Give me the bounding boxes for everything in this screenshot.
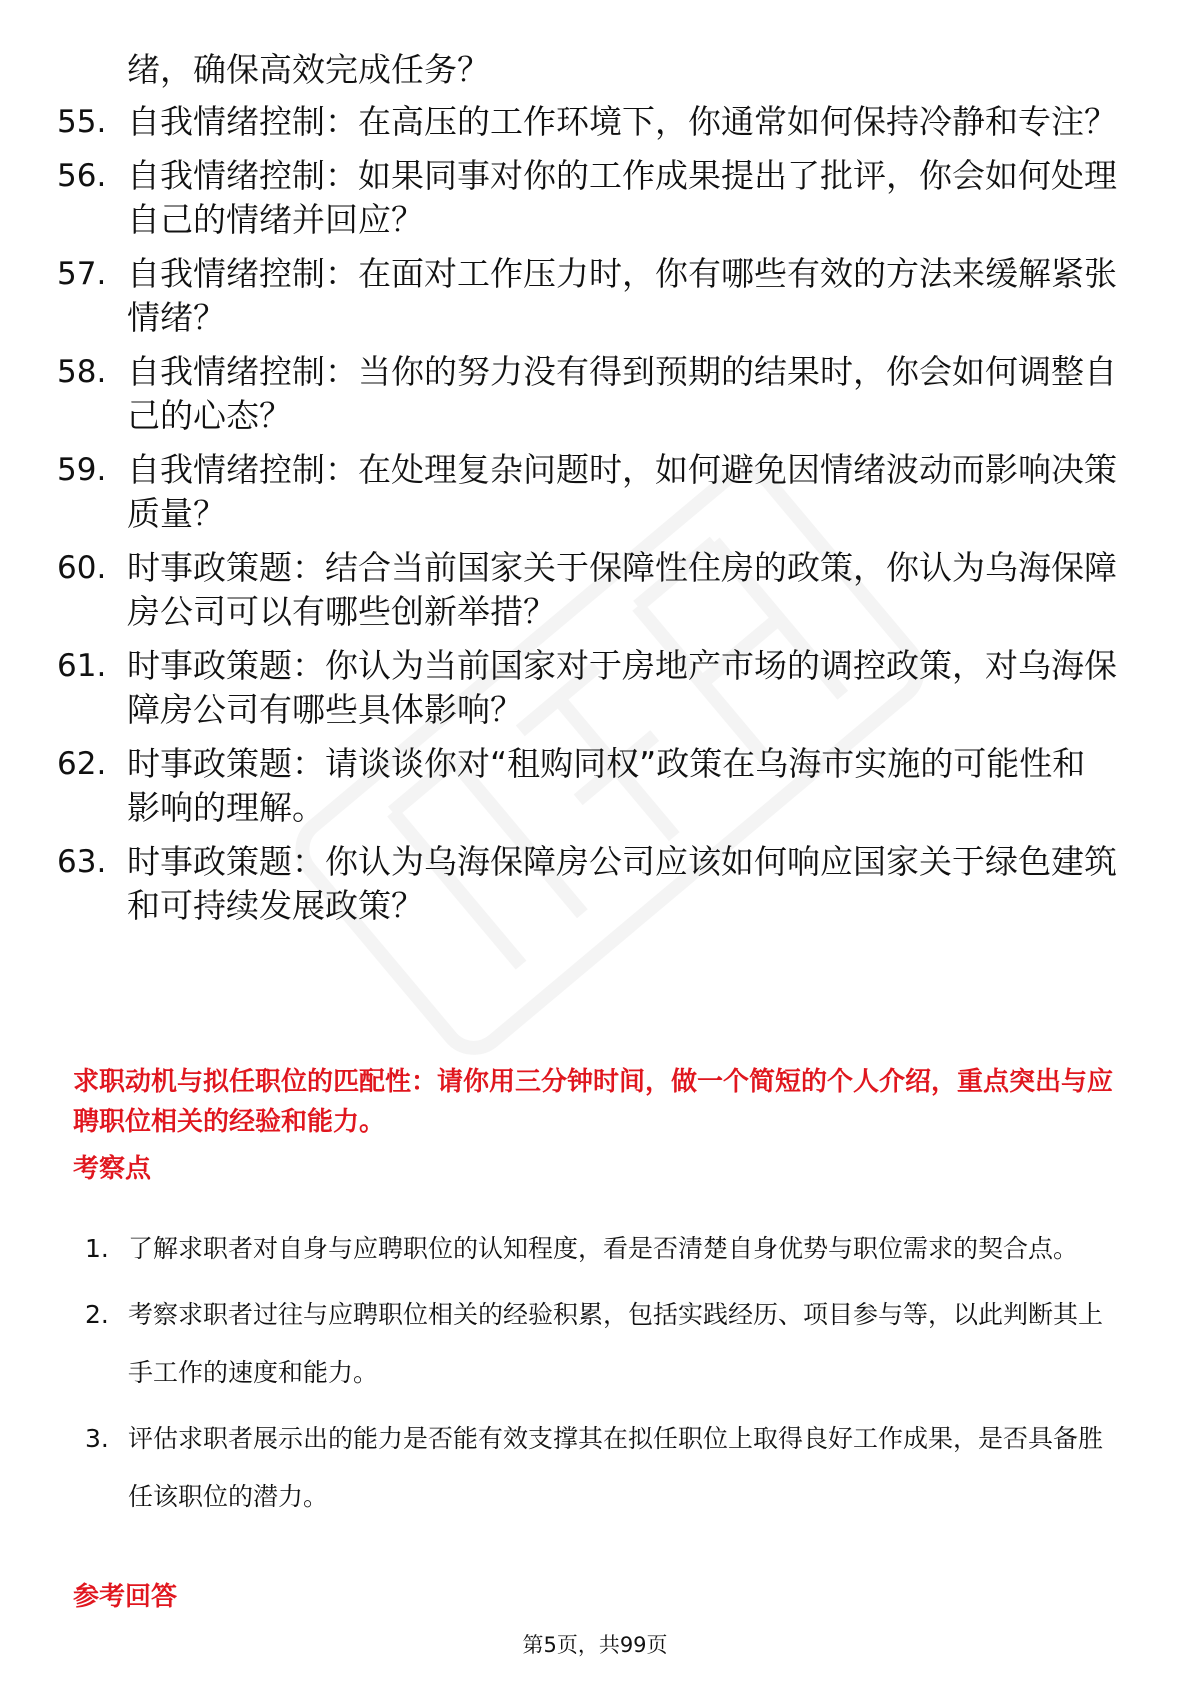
question-text: 自我情绪控制：在面对工作压力时，你有哪些有效的方法来缓解紧张情绪？ — [127, 254, 1117, 337]
question-number: 63. — [57, 844, 107, 880]
list-item — [57, 154, 1117, 242]
list-item — [57, 448, 1117, 536]
list-item — [57, 742, 1117, 830]
list-item — [57, 252, 1117, 340]
question-text: 时事政策题：请谈谈你对“租购同权”政策在乌海市实施的可能性和影响的理解。 — [127, 744, 1086, 827]
question-number: 59. — [57, 452, 107, 488]
question-number: 60. — [57, 550, 107, 586]
list-item — [57, 644, 1117, 732]
question-text: 自我情绪控制：当你的努力没有得到预期的结果时，你会如何调整自己的心态？ — [127, 352, 1117, 435]
question-text: 自我情绪控制：如果同事对你的工作成果提出了批评，你会如何处理自己的情绪并回应？ — [127, 156, 1117, 239]
list-item — [57, 840, 1117, 928]
points-list — [73, 1220, 1123, 1534]
question-number: 62. — [57, 746, 107, 782]
question-list — [0, 48, 1190, 928]
section-title: 求职动机与拟任职位的匹配性：请你用三分钟时间，做一个简短的个人介绍，重点突出与应聘职位相关的经验和能力。 — [73, 1067, 1114, 1137]
points-heading: 考察点 — [73, 1154, 152, 1184]
list-item — [57, 350, 1117, 438]
question-number: 61. — [57, 648, 107, 684]
answer-heading: 参考回答 — [73, 1582, 178, 1612]
question-number: 57. — [57, 256, 107, 292]
point-number: 1. — [85, 1234, 109, 1263]
point-text: 考察求职者过往与应聘职位相关的经验积累，包括实践经历、项目参与等，以此判断其上手工作的速度和能力。 — [128, 1300, 1104, 1387]
page-footer: 第5页，共99页 — [522, 1633, 668, 1657]
point-text: 了解求职者对自身与应聘职位的认知程度，看是否清楚自身优势与职位需求的契合点。 — [128, 1234, 1079, 1263]
question-text: 时事政策题：你认为当前国家对于房地产市场的调控政策，对乌海保障房公司有哪些具体影响？ — [127, 646, 1117, 729]
question-continuation: 绪，确保高效完成任务？ — [127, 50, 490, 89]
list-item — [57, 100, 1117, 144]
question-text: 时事政策题：你认为乌海保障房公司应该如何响应国家关于绿色建筑和可持续发展政策？ — [127, 842, 1117, 925]
point-number: 2. — [85, 1300, 109, 1329]
list-item — [57, 546, 1117, 634]
list-item — [73, 1220, 1123, 1278]
question-text: 时事政策题：结合当前国家关于保障性住房的政策，你认为乌海保障房公司可以有哪些创新举措？ — [127, 548, 1117, 631]
question-text: 自我情绪控制：在高压的工作环境下，你通常如何保持冷静和专注？ — [127, 102, 1117, 141]
question-number: 55. — [57, 104, 107, 140]
point-text: 评估求职者展示出的能力是否能有效支撑其在拟任职位上取得良好工作成果，是否具备胜任该职位的潜力。 — [128, 1424, 1104, 1511]
question-number: 58. — [57, 354, 107, 390]
point-number: 3. — [85, 1424, 109, 1453]
question-text: 自我情绪控制：在处理复杂问题时，如何避免因情绪波动而影响决策质量？ — [127, 450, 1117, 533]
list-item — [73, 1410, 1123, 1526]
question-number: 56. — [57, 158, 107, 194]
list-item — [73, 1286, 1123, 1402]
